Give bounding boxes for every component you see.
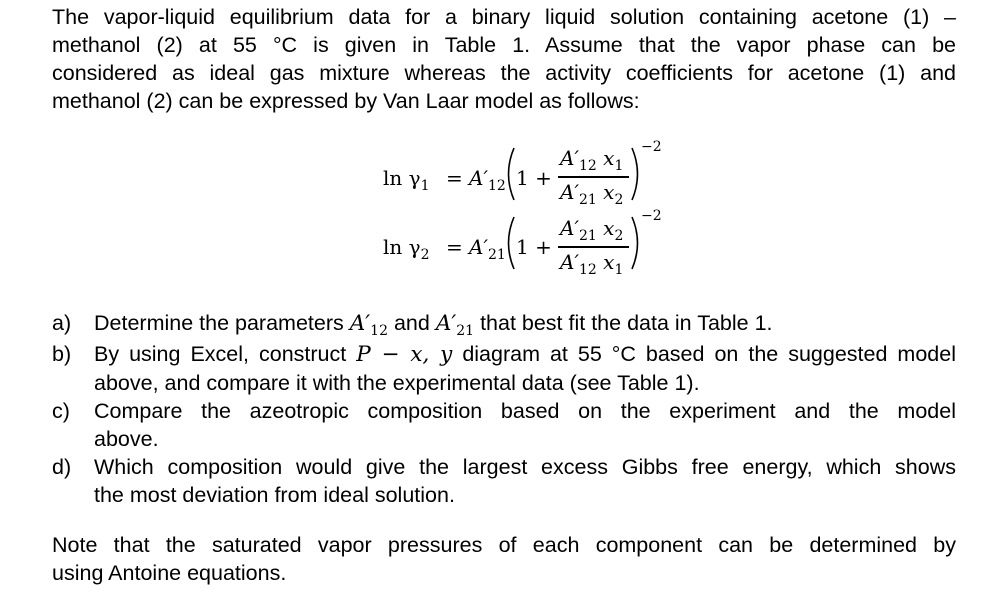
eq2-fraction-bar [558, 246, 629, 248]
question-label: c) [52, 399, 70, 423]
eq2-lhs: $\ln \gamma_2$ [383, 235, 430, 263]
eq1-denominator: $A'_{21}$ $x_2$ [560, 180, 624, 208]
intro-line: methanol (2) at 55 °C is given in Table 1. Assume that the vapor phase can be [52, 33, 956, 57]
question-text: Determine the parameters $A'_{12}$ and $A'_{21}$ that best fit the data in Table 1. [94, 311, 773, 339]
eq1-one-plus: 1 + [516, 166, 552, 190]
question-text: above, and compare it with the experimental data (see Table 1). [94, 371, 700, 395]
question-text: the most deviation from ideal solution. [94, 483, 455, 507]
question-c [52, 397, 956, 453]
question-label: b) [52, 342, 72, 366]
question-b [52, 340, 956, 397]
question-text: above. [94, 427, 159, 451]
question-label: d) [52, 455, 72, 479]
note-paragraph [52, 531, 956, 587]
intro-line: The vapor-liquid equilibrium data for a binary liquid solution containing acetone (1) – [52, 5, 956, 29]
eq1-exponent: −2 [641, 139, 662, 155]
eq2-left-paren [502, 215, 516, 271]
eq1-numerator: $A'_{12}$ $x_1$ [560, 146, 624, 174]
eq2-exponent: −2 [641, 208, 662, 224]
intro-line: considered as ideal gas mixture whereas the activity coefficients for acetone (1) and [52, 61, 956, 85]
question-label: a) [52, 311, 72, 335]
eq2-numerator: $A'_{21}$ $x_2$ [560, 216, 624, 244]
question-text: Compare the azeotropic composition based on the experiment and the model [94, 399, 956, 423]
questions-list [52, 309, 956, 509]
eq1-lhs: $\ln \gamma_1$ [383, 166, 430, 194]
eq1-equals: = [446, 166, 463, 190]
question-text: By using Excel, construct P − x, y diagram at 55 °C based on the suggested model [94, 342, 956, 367]
note-line: using Antoine equations. [52, 561, 287, 585]
eq2-equals: = [446, 235, 463, 259]
eq2-denominator: $A'_{12}$ $x_1$ [560, 250, 624, 278]
eq1-left-paren [502, 146, 516, 202]
question-text: Which composition would give the largest excess Gibbs free energy, which shows [94, 455, 956, 479]
eq1-coefficient: $A'_{12}$ [469, 166, 506, 194]
intro-line: methanol (2) can be expressed by Van Laar model as follows: [52, 89, 640, 113]
eq1-fraction-bar [558, 176, 629, 178]
note-line: Note that the saturated vapor pressures of each component can be determined by [52, 533, 956, 557]
intro-paragraph [52, 3, 956, 115]
eq2-coefficient: $A'_{21}$ [469, 235, 506, 263]
question-a [52, 309, 956, 340]
eq2-one-plus: 1 + [516, 235, 552, 259]
question-d [52, 453, 956, 509]
